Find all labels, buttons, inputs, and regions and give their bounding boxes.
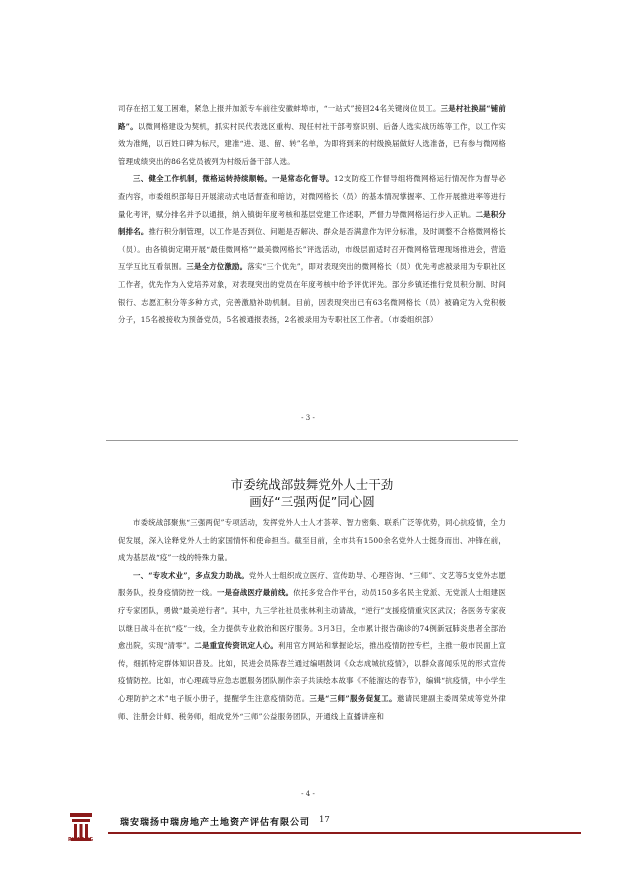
paragraph-text: 邀请民建副主委周荣成等党外律师、注册会计师、税务师，组成党外“三师”公益服务团队，开通线上直播讲座和 <box>118 693 506 721</box>
paragraph-bold-heading: 二是重宣传资讯定人心。 <box>194 641 278 651</box>
section-heading: 一、“专攻术业”，多点发力助战。 <box>133 570 249 580</box>
paragraph-bold-heading: 三是全方位激励。 <box>186 262 248 272</box>
paragraph-text: 推行积分制管理，以工作是否到位、问题是否解决、群众是否满意作为评分标准，及时调整不合格微网格长（员）。由各镇街定期开展“最佳微网格”“最美微网格长”评选活动，市级层面适时召开微网格管理现场推进会，营造互学互比互看氛围。 <box>118 227 506 272</box>
logo-text: RUIYANG <box>68 837 94 843</box>
paragraph <box>118 567 506 725</box>
paragraph-bold-heading: 三是“三师”服务促复工。 <box>309 693 397 703</box>
paragraph <box>118 170 506 328</box>
article-title <box>118 476 506 510</box>
page-3-content <box>118 100 506 329</box>
article-title-line: 画好“三强两促”同心圆 <box>249 494 375 509</box>
page-4-content <box>118 514 506 725</box>
paragraph-text: 12支防疫工作督导组将微网格运行情况作为督导必查内容，市委组织部每日开展滚动式电话督查和暗访，对微网格长（员）的基本情况掌握率、工作开展推进率等进行量化考评，赋分排名并予以通报，纳入镇街年度考核和基层党建工作述职，严督力导微网格运行步入正轨。 <box>118 174 506 219</box>
paragraph-text: 依托多党合作平台，动员150多名民主党派、无党派人士组建医疗专家团队，勇做“最美逆行者”。其中，九三学社社员张林利主动请战，“逆行”支援疫情重灾区武汉；各医务专家夜以继日战斗在抗“疫”一线，全力提供专业救治和医疗服务。3月3日，全市累计报告确诊的74例新冠肺炎患者全部治愈出院，实现“清零”。 <box>118 588 506 651</box>
paragraph: 市委统战部聚焦“三强两促”专项活动，发挥党外人士人才荟萃、智力密集、联系广泛等优势，同心抗疫情，全力促发展，深入诠释党外人士的家国情怀和使命担当。截至目前，全市共有1500余名党外人士挺身而出、冲锋在前，成为基层战“疫”一线的特殊力量。 <box>118 518 506 563</box>
paragraph-text: 利用官方网站和掌握论坛，推出疫情防控专栏，主推一般市民面上宣传，细抓特定群体知识普及。比如，民进会员陈春兰通过编唱鼓词《众志成城抗疫情》，以群众喜闻乐见的形式宣传疫情防控。比如，市心理疏导应急志愿服务团队制作亲子共读绘本故事《不能溜达的春节》，编辑“抗疫情，中小学生心理防护之术”电子版小册子，提醒学生注意疫情防范。 <box>118 641 506 703</box>
page-number: - 3 - <box>301 414 315 422</box>
paragraph-bold-heading: 三是村社换届“铺前路”。 <box>118 104 506 131</box>
paragraph-text: 党外人士组织成立医疗、宣传助导、心理咨询、“三师”、文艺等5支党外志愿服务队，投身疫情防控一线。 <box>118 570 506 598</box>
paragraph-bold-heading: 一是奋战医疗最前线。 <box>217 588 294 598</box>
footer <box>40 803 600 863</box>
section-heading: 三、健全工作机制，微格运转持续顺畅。 <box>133 174 273 184</box>
page-divider <box>106 440 518 441</box>
footer-rule <box>108 832 581 834</box>
company-name: 瑞安瑞扬中瑞房地产土地资产评估有限公司 <box>120 818 311 828</box>
paragraph <box>118 100 506 170</box>
paragraph-bold-heading: 二是积分制排名。 <box>118 209 506 237</box>
company-logo-icon <box>68 811 94 851</box>
paragraph-text: 落实“三个优先”，即对表现突出的微网格长（员）优先考虑被录用为专职社区工作者，优先作为入党培养对象，对表现突出的党员在年度考核中给予评优评先。部分乡镇还推行党员积分制、时间银行、志愿汇积分等多种方式，完善激励补助机制。目前，因表现突出已有63名微网格长（员）被确定为入党积极分子，15名被接收为预备党员，5名被通报表扬，2名被录用为专职社区工作者。（市委组织部） <box>118 262 506 325</box>
page-number: - 4 - <box>301 790 315 798</box>
footer-page-number: 17 <box>319 815 330 825</box>
paragraph-bold-heading: 一是常态化督导。 <box>272 174 334 184</box>
article-title-line: 市委统战部鼓舞党外人士干劲 <box>230 477 394 492</box>
paragraph-text: 司存在招工复工困难，紧急上报并加派专车前往安徽蚌埠市，“一站式”接回24名关键岗位员工。 <box>118 104 441 113</box>
paragraph-text: 以微网格建设为契机，抓实村民代表选区重构、现任村社干部考察识别、后备人选实战历练等工作，以工作实效为准绳，以百姓口碑为标尺，建准“进、退、留、转”名单，为即将到来的村级换届做好人选准备，已有参与微网格管理成绩突出的86名党员被列为村级后备干部人选。 <box>118 121 506 166</box>
